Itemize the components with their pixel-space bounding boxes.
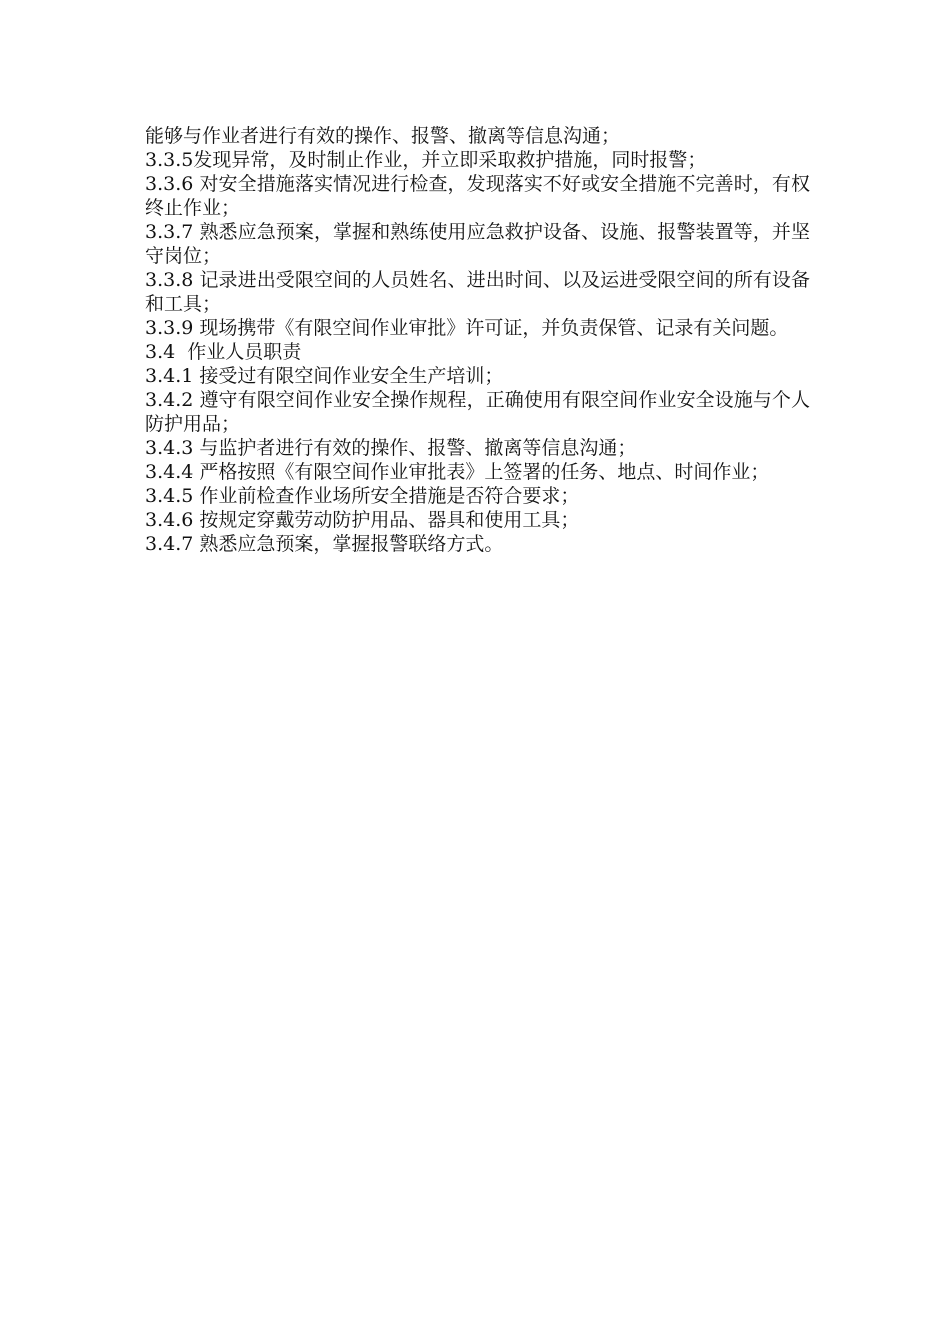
- paragraph-3-4-5: 3.4.5 作业前检查作业场所安全措施是否符合要求；: [145, 485, 580, 507]
- paragraph-3-4-4: 3.4.4 严格按照《有限空间作业审批表》上签署的任务、地点、时间作业；: [145, 461, 770, 483]
- paragraph-3-4-2: 3.4.2 遵守有限空间作业安全操作规程，正确使用有限空间作业安全设施与个人防护用品；: [145, 389, 810, 435]
- paragraph-3-3-9: 3.3.9 现场携带《有限空间作业审批》许可证，并负责保管、记录有关问题。: [145, 317, 789, 339]
- paragraph-3-3-6: 3.3.6 对安全措施落实情况进行检查，发现落实不好或安全措施不完善时，有权终止作业；: [145, 173, 810, 219]
- paragraph-3-3-5: 3.3.5发现异常，及时制止作业，并立即采取救护措施，同时报警；: [145, 149, 707, 171]
- paragraph-3-4-6: 3.4.6 按规定穿戴劳动防护用品、器具和使用工具；: [145, 509, 580, 531]
- paragraph-3-3-8: 3.3.8 记录进出受限空间的人员姓名、进出时间、以及运进受限空间的所有设备和工具；: [145, 269, 810, 315]
- section-heading-3-4: 3.4 作业人员职责: [145, 341, 302, 363]
- paragraph-3-4-1: 3.4.1 接受过有限空间作业安全生产培训；: [145, 365, 504, 387]
- paragraph-3-3-7: 3.3.7 熟悉应急预案，掌握和熟练使用应急救护设备、设施、报警装置等，并坚守岗位；: [145, 221, 810, 267]
- paragraph-3-4-7: 3.4.7 熟悉应急预案，掌握报警联络方式。: [145, 533, 504, 555]
- paragraph-monitor-communication: 能够与作业者进行有效的操作、报警、撤离等信息沟通；: [145, 125, 621, 147]
- paragraph-3-4-3: 3.4.3 与监护者进行有效的操作、报警、撤离等信息沟通；: [145, 437, 637, 459]
- document-body: [145, 124, 810, 556]
